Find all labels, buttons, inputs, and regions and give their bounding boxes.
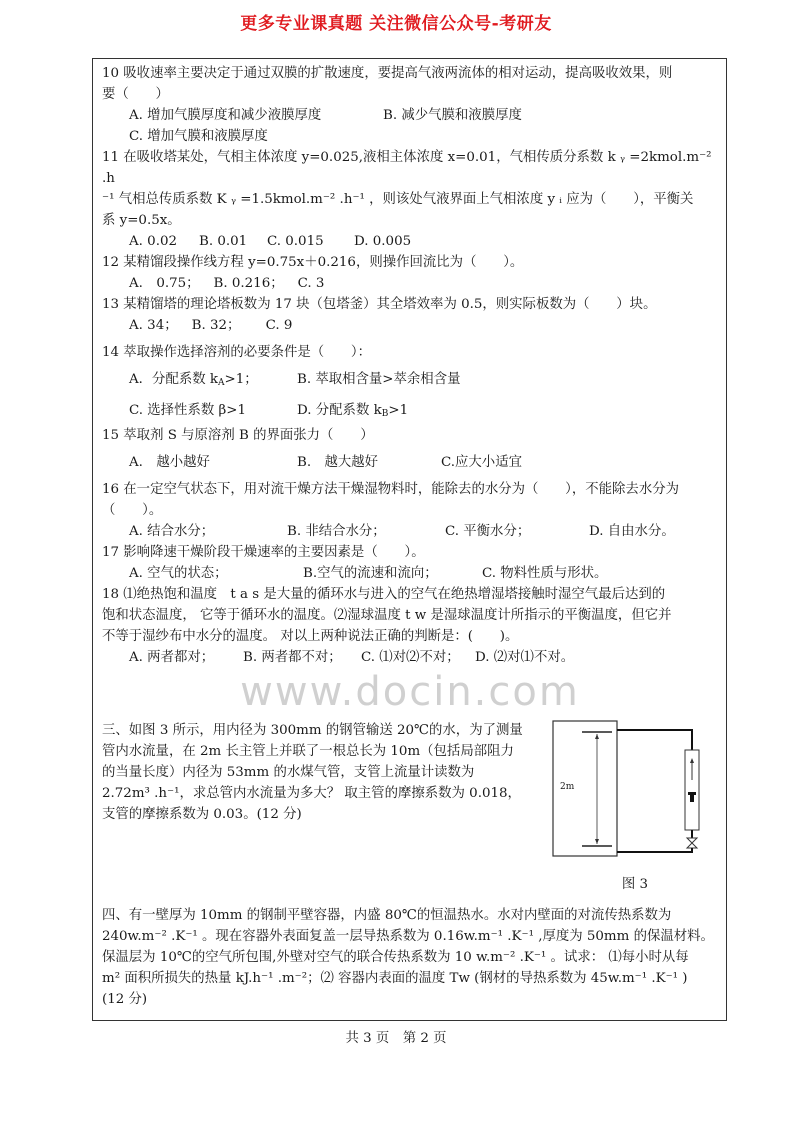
q12-options <box>102 273 718 294</box>
q16-option-b: B. 非结合水分； <box>287 524 386 539</box>
q18-line3: 不等于湿纱布中水分的温度。 对以上两种说法正确的判断是：( )。 <box>102 629 519 644</box>
q17-option-a: A. 空气的状态； <box>129 566 228 581</box>
q14-option-a-sub: A <box>218 378 225 388</box>
q11-option-b: B. 0.01 <box>199 234 248 249</box>
q10-option-c: C. 增加气膜和液膜厚度 <box>129 129 268 144</box>
sec3-line1: 三、如图 3 所示，用内径为 300mm 的钢管输送 20℃的水，为了测量 <box>102 723 523 738</box>
sec3-line4: 2.72m³ .h⁻¹，求总管内水流量为多大？ 取主管的摩擦系数为 0.018， <box>102 786 521 801</box>
q11-line3: 系 y=0.5x。 <box>102 213 181 228</box>
q11-line2: ⁻¹ 气相总传质系数 K ᵧ =1.5kmol.m⁻² .h⁻¹ ，则该处气液界面上气相浓度 y ᵢ 应为（ ），平衡关 <box>102 192 694 207</box>
q10-line2: 要（ ） <box>102 87 169 102</box>
q17-line1: 17 影响降速干燥阶段干燥速率的主要因素是（ ）。 <box>102 545 425 560</box>
q18-options <box>102 647 718 668</box>
q18-line2: 饱和状态温度， 它等于循环水的温度。⑵湿球温度 t w 是湿球温度计所指示的平衡温度，但它并 <box>102 608 672 623</box>
sec4-line5: (12 分) <box>102 992 148 1007</box>
sec3-line3: 的当量长度）内径为 53mm 的水煤气管，支管上流量计读数为 <box>102 765 475 780</box>
q18-line1: 18 ⑴绝热饱和温度 t a s 是大量的循环水与进入的空气在绝热增湿塔接触时湿空气最后达到的 <box>102 587 666 602</box>
q14-line1: 14 萃取操作选择溶剂的必要条件是（ ）： <box>102 345 372 360</box>
q13-line1: 13 某精馏塔的理论塔板数为 17 块（包塔釜）其全塔效率为 0.5，则实际板数为（ ）块。 <box>102 297 657 312</box>
q10-options-row2 <box>102 126 718 147</box>
page-footer: 共 3 页 第 2 页 <box>345 1031 447 1046</box>
q14-option-d <box>297 400 422 425</box>
q12-option-b: B. 0.216； <box>213 276 284 291</box>
parallel-pipe-diagram <box>552 720 718 860</box>
sec4-line1: 四、有一壁厚为 10mm 的钢制平壁容器，内盛 80℃的恒温热水。水对内壁面的对流传热系数为 <box>102 908 672 923</box>
q16-option-c: C. 平衡水分； <box>445 524 531 539</box>
section-4 <box>102 905 718 1010</box>
figure-caption: 图 3 <box>621 877 649 892</box>
figure-3-diagram <box>552 720 718 860</box>
q11-options <box>102 231 718 252</box>
page-frame <box>92 58 727 1021</box>
watermark: www.docin.com <box>240 669 580 715</box>
q13-option-b: B. 32； <box>191 318 241 333</box>
q16-line1: 16 在一定空气状态下，用对流干燥方法干燥湿物料时，能除去的水分为（ ），不能除去水分为 <box>102 482 679 497</box>
q14-options <box>102 369 718 394</box>
q15-option-b: B. 越大越好 <box>297 455 379 470</box>
q11-line1: 11 在吸收塔某处，气相主体浓度 y=0.025,液相主体浓度 x=0.01，气相传质分系数 k ᵧ =2kmol.m⁻² .h <box>102 150 712 186</box>
q10-line1: 10 吸收速率主要决定于通过双膜的扩散速度，要提高气液两流体的相对运动，提高吸收效果，则 <box>102 66 673 81</box>
q11-option-d: D. 0.005 <box>354 234 412 249</box>
q17-option-b: B.空气的流速和流向； <box>303 566 438 581</box>
q13-options <box>102 315 718 336</box>
q13-option-a: A. 34； <box>129 318 178 333</box>
q18-option-d: D. ⑵对⑴不对。 <box>475 650 575 665</box>
q16-option-a: A. 结合水分； <box>129 524 215 539</box>
q18-option-b: B. 两者都不对； <box>243 650 342 665</box>
section-3 <box>102 720 718 895</box>
header-banner: 更多专业课真题 关注微信公众号-考研友 <box>240 14 552 34</box>
q16-options <box>102 521 718 542</box>
q11-option-c: C. 0.015 <box>267 234 324 249</box>
sec4-line2: 240w.m⁻² .K⁻¹ 。现在容器外表面复盖一层导热系数为 0.16w.m⁻¹ .K⁻¹ ,厚度为 50mm 的保温材料。 <box>102 929 714 944</box>
sec4-line3: 保温层为 10℃的空气所包围,外壁对空气的联合传热系数为 10 w.m⁻² .K⁻¹ 。试求： ⑴每小时从每 <box>102 950 689 965</box>
section-3-text <box>102 720 542 825</box>
q14-option-d-text: D. 分配系数 k <box>297 403 382 418</box>
q14-option-d-sub: B <box>381 409 389 419</box>
q11-option-a: A. 0.02 <box>129 234 177 249</box>
q15-line1: 15 萃取剂 S 与原溶剂 B 的界面张力（ ） <box>102 428 374 443</box>
q17-options <box>102 563 718 584</box>
q10-options <box>102 105 718 126</box>
sec4-line4: m² 面积所损失的热量 kJ.h⁻¹ .m⁻²；⑵ 容器内表面的温度 Tᴡ (钢材的导热系数为 45w.m⁻¹ .K⁻¹ ) <box>102 971 688 986</box>
sec3-line5: 支管的摩擦系数为 0.03。(12 分) <box>102 807 302 822</box>
q12-option-a: A. 0.75； <box>129 276 200 291</box>
q15-options <box>102 452 718 473</box>
q14-option-c: C. 选择性系数 β>1 <box>129 403 246 418</box>
figure-length-label: 2m <box>560 782 575 792</box>
q18-option-c: C. ⑴对⑵不对； <box>361 650 460 665</box>
q14-options-row2 <box>102 400 718 425</box>
q12-line1: 12 某精馏段操作线方程 y=0.75x＋0.216，则操作回流比为（ ）。 <box>102 255 524 270</box>
q13-option-c: C. 9 <box>265 318 293 333</box>
q15-option-c: C.应大小适宜 <box>441 455 522 470</box>
sec3-line2: 管内水流量，在 2m 长主管上并联了一根总长为 10m（包括局部阻力 <box>102 744 514 759</box>
q16-option-d: D. 自由水分。 <box>589 524 675 539</box>
section-3-figure <box>552 720 718 895</box>
q10-option-a: A. 增加气膜厚度和减少液膜厚度 <box>129 108 322 123</box>
q16-line2: （ ）。 <box>102 503 163 518</box>
q17-option-c: C. 物料性质与形状。 <box>482 566 608 581</box>
q18-option-a: A. 两者都对； <box>129 650 215 665</box>
q14-option-a <box>129 369 297 394</box>
q10-option-b: B. 减少气膜和液膜厚度 <box>383 108 522 123</box>
q12-option-c: C. 3 <box>297 276 325 291</box>
q14-option-b: B. 萃取相含量>萃余相含量 <box>297 372 461 387</box>
q15-option-a: A. 越小越好 <box>129 455 210 470</box>
q14-option-a-post: >1； <box>224 372 258 387</box>
q14-option-d-post: >1 <box>388 403 409 418</box>
q14-option-a-text: A．分配系数 k <box>129 372 218 387</box>
